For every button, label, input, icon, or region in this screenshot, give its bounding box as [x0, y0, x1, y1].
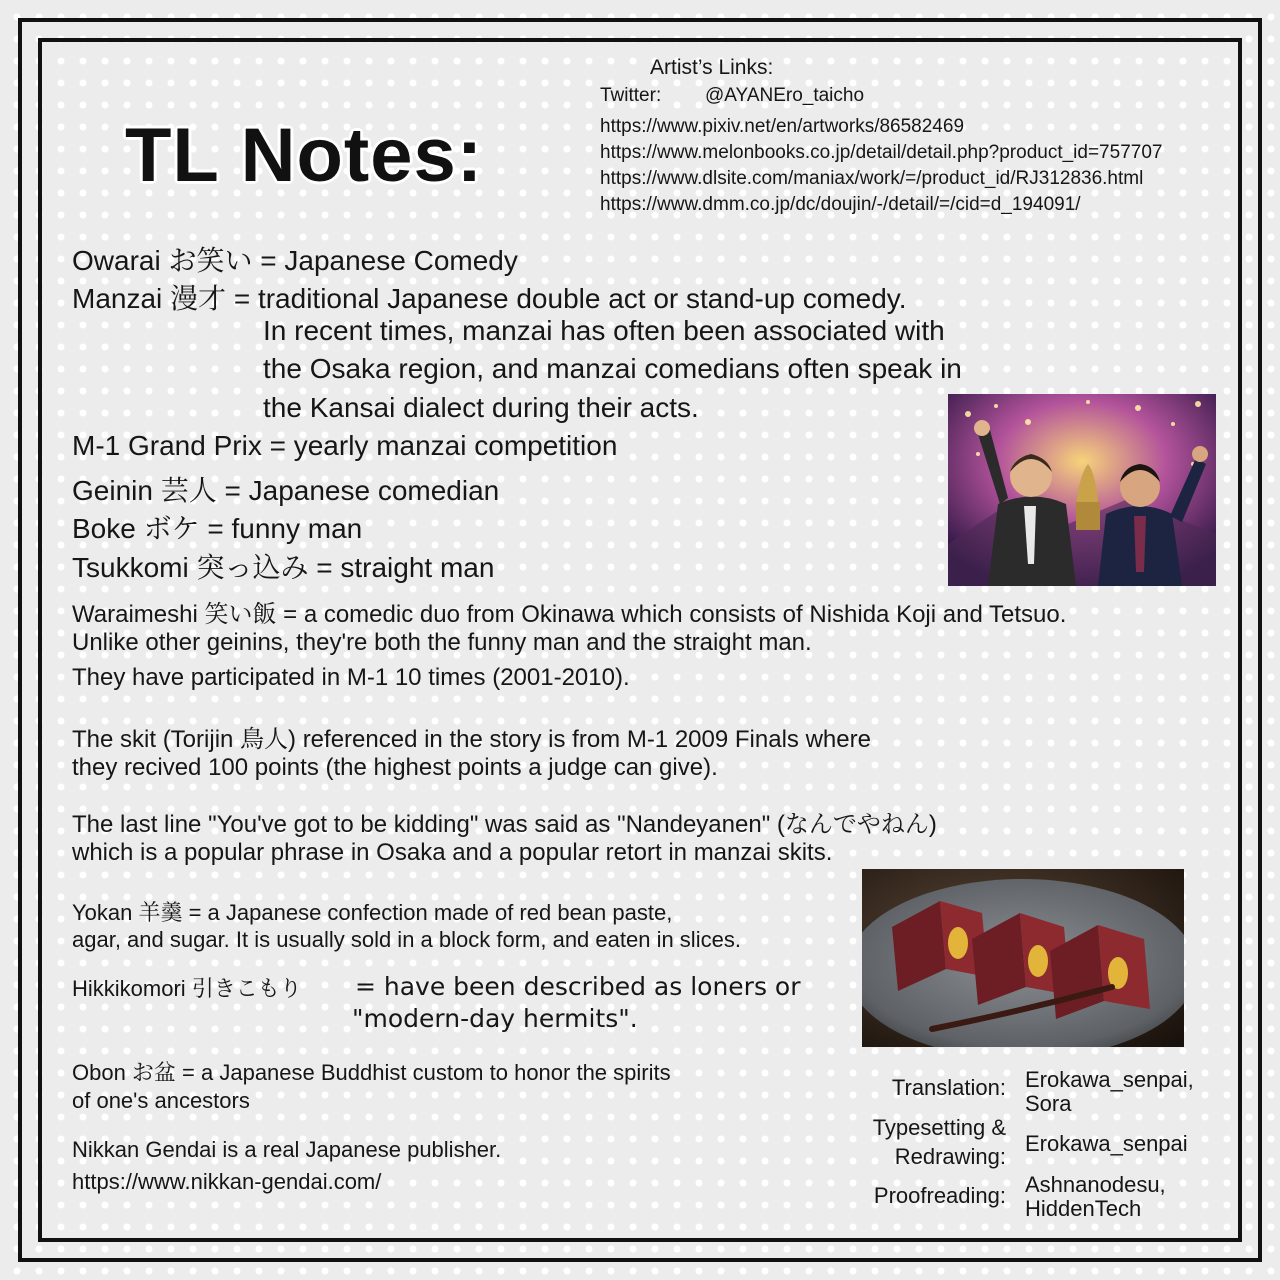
- note-obon: Obon お盆 = a Japanese Buddhist custom to honor the spirits: [72, 1060, 671, 1085]
- note-m1: M-1 Grand Prix = yearly manzai competition: [72, 430, 618, 461]
- note-waraimeshi-cont-2: They have participated in M-1 10 times (2001-2010).: [72, 664, 630, 691]
- note-skit-cont: they recived 100 points (the highest points a judge can give).: [72, 754, 718, 781]
- artist-links-heading: Artist’s Links:: [650, 56, 774, 79]
- note-last-line-cont: which is a popular phrase in Osaka and a popular retort in manzai skits.: [72, 839, 833, 866]
- note-yokan-cont: agar, and sugar. It is usually sold in a block form, and eaten in slices.: [72, 927, 741, 952]
- credit-proofreading-label: Proofreading:: [873, 1183, 1006, 1208]
- note-hikkikomori-term: Hikkikomori 引きこもり: [72, 976, 302, 1001]
- note-last-line: The last line "You've got to be kidding" was said as "Nandeyanen" (なんでやねん): [72, 811, 937, 838]
- note-obon-cont: of one's ancestors: [72, 1088, 250, 1113]
- pixiv-link[interactable]: https://www.pixiv.net/en/artworks/86582469: [600, 116, 965, 137]
- note-nikkan-gendai: Nikkan Gendai is a real Japanese publisher.: [72, 1137, 502, 1162]
- note-waraimeshi: Waraimeshi 笑い飯 = a comedic duo from Okinawa which consists of Nishida Koji and Tetsuo.: [72, 601, 1067, 628]
- credit-translation-value-2: Sora: [1025, 1091, 1072, 1116]
- credit-typesetting-label-1: Typesetting &: [872, 1115, 1006, 1140]
- comedy-duo-photo: [948, 394, 1216, 586]
- nikkan-gendai-link[interactable]: https://www.nikkan-gendai.com/: [72, 1169, 382, 1194]
- note-manzai-cont-3: the Kansai dialect during their acts.: [263, 392, 699, 423]
- note-geinin: Geinin 芸人 = Japanese comedian: [72, 475, 500, 506]
- note-hikkikomori-def-cont: "modern-day hermits".: [352, 1004, 638, 1033]
- note-boke: Boke ボケ = funny man: [72, 513, 363, 544]
- note-owarai: Owarai お笑い = Japanese Comedy: [72, 245, 518, 276]
- credit-translation-label: Translation:: [891, 1075, 1006, 1100]
- credit-typesetting-value: Erokawa_senpai: [1025, 1131, 1188, 1156]
- note-hikkikomori-def: = have been described as loners or: [355, 972, 801, 1001]
- credit-typesetting-label-2: Redrawing:: [894, 1144, 1006, 1169]
- credit-proofreading-value-2: HiddenTech: [1025, 1196, 1142, 1221]
- note-tsukkomi: Tsukkomi 突っ込み = straight man: [72, 552, 495, 583]
- melonbooks-link[interactable]: https://www.melonbooks.co.jp/detail/detail.php?product_id=757707: [600, 142, 1163, 163]
- twitter-label: Twitter:: [600, 85, 662, 106]
- note-yokan: Yokan 羊羹 = a Japanese confection made of red bean paste,: [72, 900, 673, 925]
- yokan-photo: [862, 869, 1184, 1047]
- page-title: TL Notes:: [125, 113, 484, 198]
- note-skit: The skit (Torijin 鳥人) referenced in the story is from M-1 2009 Finals where: [72, 726, 871, 753]
- note-manzai-cont-2: the Osaka region, and manzai comedians often speak in: [263, 353, 962, 384]
- credit-proofreading-value-1: Ashnanodesu,: [1025, 1172, 1166, 1197]
- twitter-handle[interactable]: @AYANEro_taicho: [705, 85, 865, 106]
- credit-translation-value-1: Erokawa_senpai,: [1025, 1067, 1194, 1092]
- dmm-link[interactable]: https://www.dmm.co.jp/dc/doujin/-/detail/=/cid=d_194091/: [600, 194, 1081, 215]
- note-waraimeshi-cont-1: Unlike other geinins, they're both the funny man and the straight man.: [72, 629, 812, 656]
- dlsite-link[interactable]: https://www.dlsite.com/maniax/work/=/product_id/RJ312836.html: [600, 168, 1144, 189]
- note-manzai: Manzai 漫才 = traditional Japanese double act or stand-up comedy.: [72, 283, 907, 314]
- note-manzai-cont-1: In recent times, manzai has often been associated with: [263, 315, 945, 346]
